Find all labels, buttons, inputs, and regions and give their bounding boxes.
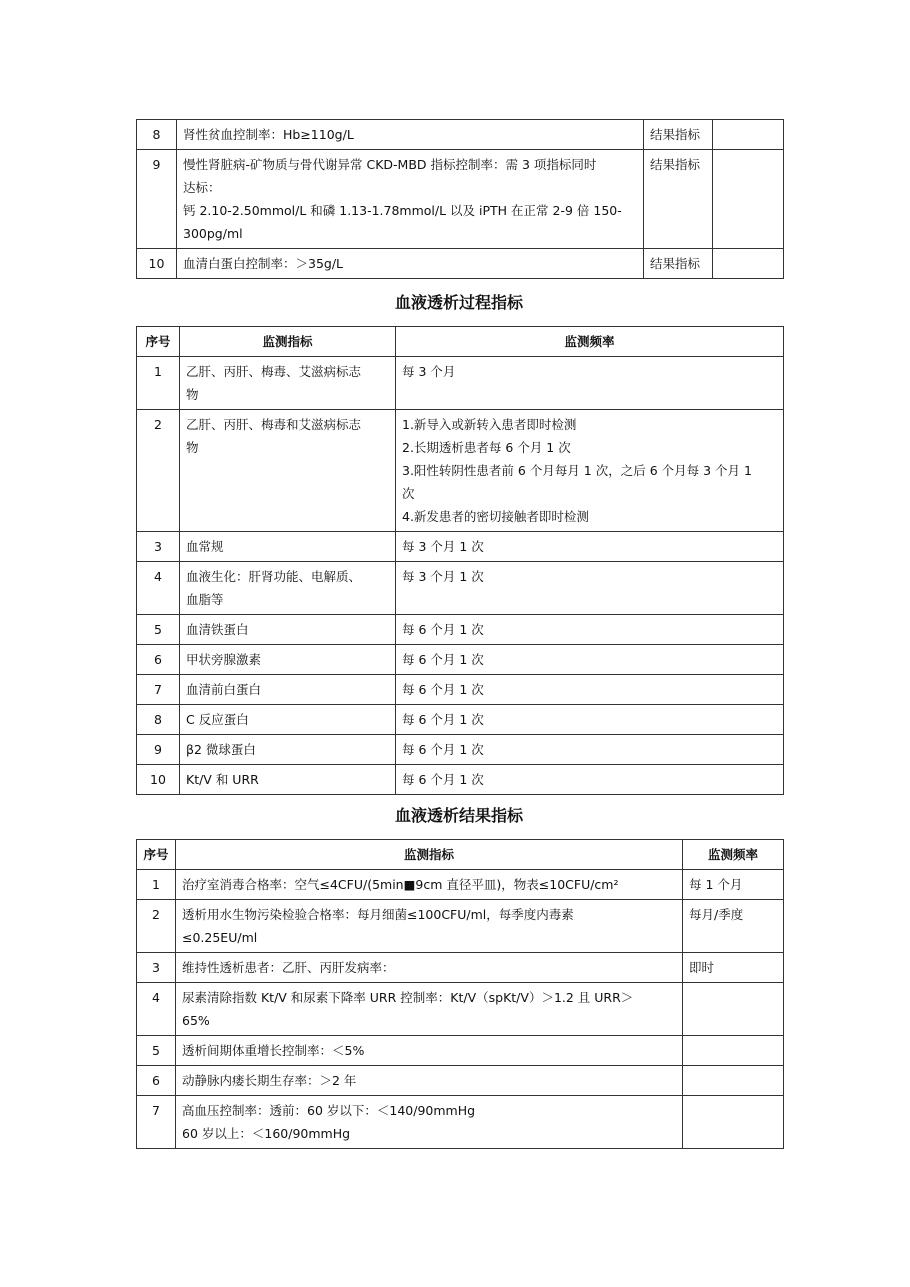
frequency-text xyxy=(396,357,784,410)
table-row xyxy=(137,983,784,1036)
indicator-line: 肾性贫血控制率：Hb≥110g/L xyxy=(183,127,354,142)
table-row xyxy=(137,735,784,765)
table-row xyxy=(137,615,784,645)
frequency-line: 每 6 个月 1 次 xyxy=(402,772,484,787)
frequency-line: 3.阳性转阴性患者前 6 个月每月 1 次，之后 6 个月每 3 个月 1 xyxy=(402,463,752,478)
frequency-line: 1.新导入或新转入患者即时检测 xyxy=(402,417,577,432)
frequency-text xyxy=(396,532,784,562)
frequency-line: 每 3 个月 1 次 xyxy=(402,539,484,554)
indicator-text xyxy=(176,953,683,983)
indicator-text xyxy=(176,1036,683,1066)
frequency-line: 2.长期透析患者每 6 个月 1 次 xyxy=(402,440,571,455)
table-row xyxy=(137,532,784,562)
indicator-line: 血清白蛋白控制率：＞35g/L xyxy=(183,256,344,271)
frequency-text xyxy=(396,410,784,532)
indicator-line: 尿素清除指数 Kt/V 和尿素下降率 URR 控制率：Kt/V（spKt/V）＞1.2 且 URR＞ xyxy=(182,990,634,1005)
indicator-line: 动静脉内瘘长期生存率：＞2 年 xyxy=(182,1073,357,1088)
indicator-line: 血清前白蛋白 xyxy=(186,682,262,697)
indicator-text xyxy=(176,1096,683,1149)
indicator-line: 治疗室消毒合格率：空气≤4CFU/(5min■9cm 直径平皿)，物表≤10CFU/cm² xyxy=(182,877,619,892)
indicator-line: 钙 2.10-2.50mmol/L 和磷 1.13-1.78mmol/L 以及 iPTH 在正常 2-9 倍 150- xyxy=(183,203,622,218)
result-indicators-title: 血液透析结果指标 xyxy=(394,806,523,825)
indicator-text xyxy=(180,645,396,675)
row-number: 10 xyxy=(137,765,180,795)
extra-cell xyxy=(713,150,784,249)
indicator-line: 物 xyxy=(186,440,199,455)
row-number: 6 xyxy=(137,1066,176,1096)
indicator-line: Kt/V 和 URR xyxy=(186,772,259,787)
indicator-line: β2 微球蛋白 xyxy=(186,742,256,757)
frequency-text xyxy=(683,1096,784,1149)
indicator-line: 慢性肾脏病-矿物质与骨代谢异常 CKD-MBD 指标控制率：需 3 项指标同时 xyxy=(183,157,597,172)
indicator-text xyxy=(176,900,683,953)
frequency-text xyxy=(396,735,784,765)
frequency-line: 次 xyxy=(402,486,415,501)
process-indicators-table xyxy=(136,326,784,795)
extra-cell xyxy=(713,249,784,279)
indicator-line: 60 岁以上：＜160/90mmHg xyxy=(182,1126,351,1141)
indicator-line: 维持性透析患者：乙肝、丙肝发病率： xyxy=(182,960,395,975)
row-number: 1 xyxy=(137,870,176,900)
row-number: 6 xyxy=(137,645,180,675)
indicator-text xyxy=(180,615,396,645)
indicator-text xyxy=(176,870,683,900)
table-row xyxy=(137,953,784,983)
table-row xyxy=(137,645,784,675)
row-number: 1 xyxy=(137,357,180,410)
frequency-line: 每 6 个月 1 次 xyxy=(402,742,484,757)
indicator-text xyxy=(180,357,396,410)
table-row xyxy=(137,249,784,279)
indicator-line: 乙肝、丙肝、梅毒和艾滋病标志 xyxy=(186,417,362,432)
indicator-text xyxy=(180,705,396,735)
row-number: 5 xyxy=(137,1036,176,1066)
indicator-line: 物 xyxy=(186,387,199,402)
indicator-type: 结果指标 xyxy=(644,120,713,150)
process-indicators-title: 血液透析过程指标 xyxy=(394,293,523,312)
indicator-line: 血液生化：肝肾功能、电解质、 xyxy=(186,569,362,584)
indicator-line: 透析用水生物污染检验合格率：每月细菌≤100CFU/ml，每季度内毒素 xyxy=(182,907,574,922)
frequency-text xyxy=(396,562,784,615)
table-row xyxy=(137,1036,784,1066)
frequency-text xyxy=(396,765,784,795)
row-number: 9 xyxy=(137,150,177,249)
table-row xyxy=(137,765,784,795)
row-number: 4 xyxy=(137,983,176,1036)
row-number: 3 xyxy=(137,953,176,983)
frequency-text xyxy=(683,1036,784,1066)
indicator-text xyxy=(180,532,396,562)
indicator-text xyxy=(177,249,644,279)
indicator-type: 结果指标 xyxy=(644,150,713,249)
row-number: 4 xyxy=(137,562,180,615)
table-row xyxy=(137,562,784,615)
row-number: 2 xyxy=(137,410,180,532)
header-indicator: 监测指标 xyxy=(180,327,396,357)
indicator-text xyxy=(180,562,396,615)
table-row xyxy=(137,120,784,150)
frequency-line: 每 3 个月 xyxy=(402,364,456,379)
frequency-line: 4.新发患者的密切接触者即时检测 xyxy=(402,509,589,524)
frequency-line: 每 6 个月 1 次 xyxy=(402,622,484,637)
indicator-line: 血脂等 xyxy=(186,592,224,607)
indicator-text xyxy=(177,150,644,249)
frequency-text: 即时 xyxy=(683,953,784,983)
table-row xyxy=(137,675,784,705)
indicator-text xyxy=(180,765,396,795)
indicator-text xyxy=(180,410,396,532)
indicator-line: C 反应蛋白 xyxy=(186,712,249,727)
indicator-line: 血常规 xyxy=(186,539,224,554)
indicator-line: 300pg/ml xyxy=(183,226,243,241)
indicator-text xyxy=(176,1066,683,1096)
result-indicators-table xyxy=(136,839,784,1149)
table-row xyxy=(137,870,784,900)
indicator-line: 高血压控制率：透前：60 岁以下：＜140/90mmHg xyxy=(182,1103,476,1118)
row-number: 2 xyxy=(137,900,176,953)
row-number: 8 xyxy=(137,120,177,150)
indicator-line: 65% xyxy=(182,1013,210,1028)
row-number: 7 xyxy=(137,1096,176,1149)
row-number: 10 xyxy=(137,249,177,279)
frequency-text: 每月/季度 xyxy=(683,900,784,953)
indicator-type: 结果指标 xyxy=(644,249,713,279)
indicator-line: 乙肝、丙肝、梅毒、艾滋病标志 xyxy=(186,364,362,379)
header-number: 序号 xyxy=(137,840,176,870)
indicator-text xyxy=(176,983,683,1036)
frequency-text xyxy=(396,615,784,645)
indicator-line: ≤0.25EU/ml xyxy=(182,930,258,945)
row-number: 7 xyxy=(137,675,180,705)
extra-cell xyxy=(713,120,784,150)
frequency-text xyxy=(396,645,784,675)
frequency-text xyxy=(683,1066,784,1096)
frequency-line: 每 6 个月 1 次 xyxy=(402,682,484,697)
frequency-text xyxy=(683,983,784,1036)
table-row xyxy=(137,357,784,410)
header-indicator: 监测指标 xyxy=(176,840,683,870)
indicator-text xyxy=(180,735,396,765)
header-frequency: 监测频率 xyxy=(683,840,784,870)
indicator-text xyxy=(177,120,644,150)
table-row xyxy=(137,900,784,953)
frequency-line: 每 3 个月 1 次 xyxy=(402,569,484,584)
header-number: 序号 xyxy=(137,327,180,357)
table-row xyxy=(137,1096,784,1149)
table-row xyxy=(137,150,784,249)
indicator-line: 达标： xyxy=(183,180,221,195)
frequency-line: 每 6 个月 1 次 xyxy=(402,712,484,727)
frequency-text: 每 1 个月 xyxy=(683,870,784,900)
indicator-line: 血清铁蛋白 xyxy=(186,622,249,637)
frequency-text xyxy=(396,705,784,735)
frequency-text xyxy=(396,675,784,705)
row-number: 9 xyxy=(137,735,180,765)
table-row xyxy=(137,410,784,532)
row-number: 5 xyxy=(137,615,180,645)
header-frequency: 监测频率 xyxy=(396,327,784,357)
indicator-line: 透析间期体重增长控制率：＜5% xyxy=(182,1043,365,1058)
table-row xyxy=(137,1066,784,1096)
row-number: 3 xyxy=(137,532,180,562)
header-row xyxy=(137,327,784,357)
result-indicators-continued-table xyxy=(136,119,784,279)
indicator-line: 甲状旁腺激素 xyxy=(186,652,262,667)
table-row xyxy=(137,705,784,735)
header-row xyxy=(137,840,784,870)
frequency-line: 每 6 个月 1 次 xyxy=(402,652,484,667)
row-number: 8 xyxy=(137,705,180,735)
indicator-text xyxy=(180,675,396,705)
